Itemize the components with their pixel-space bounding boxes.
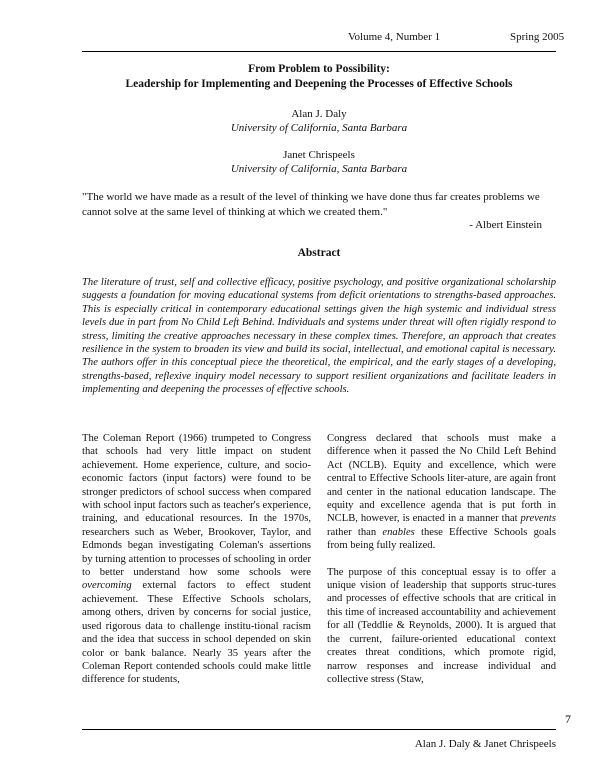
author-name: Janet Chrispeels <box>283 149 355 161</box>
page-number: 7 <box>565 712 571 726</box>
header-rule <box>82 51 556 52</box>
body-paragraph: The purpose of this conceptual essay is to offer a unique vision of leadership that supports struc-tures and processes of effective schools that are critical in this time of increased accountability and achievement for all (Teddlie & Reynolds, 2000). It is argued that the current, failure-oriented educational context creates threat conditions, which promote rigid, narrow responses and increase individual and collective stress (Staw, <box>327 566 556 685</box>
author-name: Alan J. Daly <box>291 108 347 120</box>
article-title <box>82 62 556 92</box>
body-paragraph: Congress declared that schools must make a difference when it passed the No Child Left Behind Act (NCLB). Equity and excellence, which were central to Effective Schools liter-ature, are again front and center in the national education landscape. The equity and excellence agenda that is put forth in NCLB, however, is enacted in a manner that prevents rather than enables these Effective Schools goals from being fully realized. <box>327 433 556 552</box>
emphasis: enables <box>382 526 415 538</box>
abstract-text: The literature of trust, self and collective efficacy, positive psychology, and positive organizational scholarship suggests a foundation for moving educational systems from deficit orientations to strengths-based approaches. This is especially critical in contemporary educational settings given the high systemic and individual stress levels due in part from No Child Left Behind. Individuals and systems under threat will often rigidly respond to stress, limiting the creative approaches necessary in these complex times. Therefore, an approach that creates resilience in the system to broaden its view and build its social, intellectual, and emotional capital is necessary. The authors offer in this conceptual piece the theoretical, the empirical, and the early stages of a developing, strengths-based, reflexive inquiry model necessary to support resilient organizations and facilitate leaders in implementing and deepening the processes of effective schools. <box>82 277 556 396</box>
emphasis: overcoming <box>82 580 132 592</box>
epigraph-quote: "The world we have made as a result of the level of thinking we have done thus far creates problems we cannot solve at the same level of thinking at which we created them." <box>82 191 540 218</box>
title-line-2: Leadership for Implementing and Deepening the Processes of Effective Schools <box>125 78 513 90</box>
abstract-heading: Abstract <box>297 247 341 259</box>
emphasis: prevents <box>520 513 556 525</box>
title-line-1: From Problem to Possibility: <box>248 63 390 75</box>
author-block-1 <box>82 107 556 135</box>
running-footer: Alan J. Daly & Janet Chrispeels <box>414 738 556 750</box>
body-column-right <box>327 432 556 686</box>
epigraph-attribution: - Albert Einstein <box>469 219 542 231</box>
body-paragraph: The Coleman Report (1966) trumpeted to Congress that schools had very little impact on student achievement. Home experience, culture, and socio-economic factors (input factors) were found to be stronger predictors of school success when compared with school input factors such as teacher's experience, training, and educational resources. In the 1970s, researchers such as Weber, Brookover, Taylor, and Edmonds began investigating Coleman's assertions by turning attention to processes of schooling in order to better understand how some schools were overcoming external factors to effect student achievement. These Effective Schools scholars, among others, driven by concerns for social justice, used rigorous data to challenge institu-tional racism and the idea that success in school depended on skin color or bank balance. Nearly 35 years after the Coleman Report contended schools could make little difference for students, <box>82 433 312 686</box>
author-affiliation: University of California, Santa Barbara <box>230 122 408 134</box>
footer-rule <box>82 729 556 730</box>
author-block-2 <box>82 148 556 176</box>
author-affiliation: University of California, Santa Barbara <box>230 163 408 175</box>
journal-date: Spring 2005 <box>510 31 565 43</box>
body-column-left <box>82 432 311 687</box>
journal-volume: Volume 4, Number 1 <box>348 31 441 43</box>
